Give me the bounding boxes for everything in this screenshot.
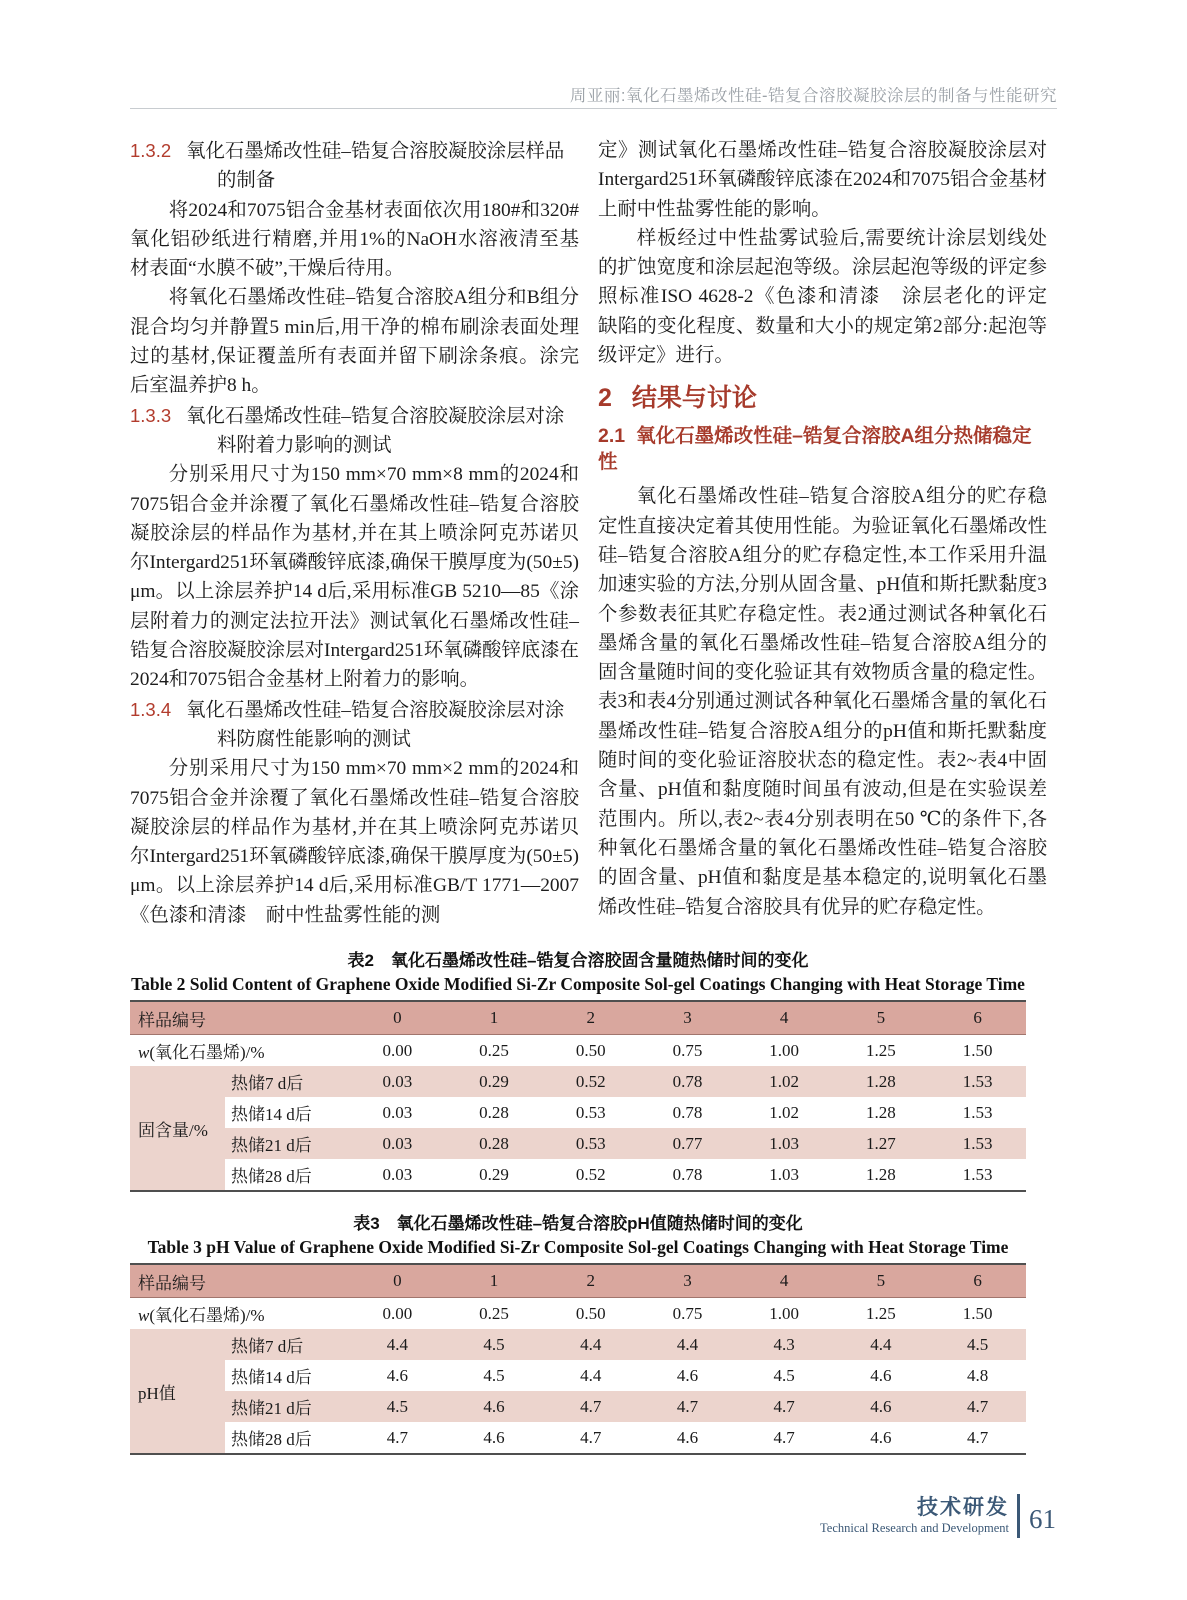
table-cell: 热储28 d后	[225, 1422, 349, 1454]
table-cell: 0.03	[349, 1097, 446, 1128]
table-cell: 4.7	[542, 1422, 639, 1454]
table-cell: 0.75	[672, 1040, 703, 1060]
table-cell: 1.03	[736, 1128, 833, 1159]
section-title: 氧化石墨烯改性硅–锆复合溶胶凝胶涂层对涂料防腐性能影响的测试	[186, 699, 565, 750]
table-cell: 4.6	[349, 1360, 446, 1391]
table-cell: 1.02	[736, 1097, 833, 1128]
table-cell: 1.53	[929, 1128, 1026, 1159]
table-cell: 4.5	[929, 1329, 1026, 1360]
table-cell: 4.7	[542, 1391, 639, 1422]
table-cell: 0.78	[639, 1066, 736, 1097]
table-solid-content	[130, 1000, 1026, 1192]
table-cell: 固含量/%	[130, 1066, 225, 1191]
section-number: 1.3.3	[130, 404, 172, 426]
table-cell: 4.6	[833, 1391, 930, 1422]
table-cell: 热储21 d后	[225, 1128, 349, 1159]
paragraph: 分别采用尺寸为150 mm×70 mm×2 mm的2024和7075铝合金并涂覆了氧化石墨烯改性硅–锆复合溶胶凝胶涂层的样品作为基材,并在其上喷涂阿克苏诺贝尔Intergard251环氧磷酸锌底漆,确保干膜厚度为(50±5) μm。以上涂层养护14 d后,采用标准GB/T 1771—2007《色漆和清漆 耐中性盐雾性能的测	[130, 758, 579, 926]
table-cell: 1.28	[833, 1159, 930, 1191]
table-cell: 1.00	[769, 1040, 800, 1060]
table-cell: 1.25	[865, 1040, 896, 1060]
section-heading-2	[598, 383, 1047, 413]
table-header-row	[130, 1001, 1026, 1035]
table-cell: 0.52	[542, 1159, 639, 1191]
paragraph: 将2024和7075铝合金基材表面依次用180#和320#氧化铝砂纸进行精磨,并用1%的NaOH水溶液清至基材表面“水膜不破”,干燥后待用。	[130, 199, 579, 280]
table-cell: 0.28	[446, 1097, 543, 1128]
table-cell: 0.25	[479, 1040, 509, 1060]
table-cell: 4.7	[639, 1391, 736, 1422]
table-cell: 0.78	[639, 1097, 736, 1128]
table-cell: 4.4	[833, 1329, 930, 1360]
footer-section-cn: 技术研发	[917, 1495, 1009, 1519]
table-cell: w(氧化石墨烯)/%	[138, 1306, 265, 1325]
section-number: 2	[598, 384, 612, 413]
table-cell: 1.50	[962, 1303, 993, 1323]
table-cell: 4.7	[349, 1422, 446, 1454]
table-cell: 1.02	[736, 1066, 833, 1097]
table-cell: 热储7 d后	[225, 1066, 349, 1097]
table-cell: 4.6	[639, 1422, 736, 1454]
table-cell: 4.5	[446, 1360, 543, 1391]
table-2-caption-en: Table 2 Solid Content of Graphene Oxide Modified Si-Zr Composite Sol-gel Coatings Changing with Heat Storage Time	[131, 974, 1025, 994]
header-rule	[130, 108, 1057, 109]
table-cell: 1	[446, 1264, 543, 1298]
table-cell: 4.7	[736, 1391, 833, 1422]
table-data-row	[130, 1159, 1026, 1191]
table-2-caption-cn: 表2 氧化石墨烯改性硅–锆复合溶胶固含量随热储时间的变化	[347, 951, 809, 970]
table-cell: 1	[446, 1001, 543, 1035]
table-cell: 4.8	[929, 1360, 1026, 1391]
section-heading-2-1	[598, 423, 1047, 475]
table-cell: 0.00	[382, 1040, 413, 1060]
section-heading-1-3-2	[130, 136, 579, 196]
paragraph: 氧化石墨烯改性硅–锆复合溶胶A组分的贮存稳定性直接决定着其使用性能。为验证氧化石墨烯改性硅–锆复合溶胶A组分的贮存稳定性,本工作采用升温加速实验的方法,分别从固含量、pH值和斯托默黏度3个参数表征其贮存稳定性。表2通过测试各种氧化石墨烯含量的氧化石墨烯改性硅–锆复合溶胶A组分的固含量随时间的变化验证其有效物质含量的稳定性。表3和表4分别通过测试各种氧化石墨烯含量的氧化石墨烯改性硅–锆复合溶胶A组分的pH值和斯托默黏度随时间的变化验证溶胶状态的稳定性。表2~表4中固含量、pH值和黏度随时间虽有波动,但是在实验误差范围内。所以,表2~表4分别表明在50 ℃的条件下,各种氧化石墨烯含量的氧化石墨烯改性硅–锆复合溶胶的固含量、pH值和黏度是基本稳定的,说明氧化石墨烯改性硅–锆复合溶胶具有优异的贮存稳定性。	[598, 486, 1047, 918]
table-cell: 样品编号	[130, 1001, 349, 1035]
table-cell: 0.03	[349, 1128, 446, 1159]
section-number: 1.3.2	[130, 140, 172, 161]
table-cell: 4.4	[639, 1329, 736, 1360]
table-2-block	[130, 946, 1026, 1192]
right-column	[598, 136, 1067, 922]
table-cell: 0.25	[479, 1303, 509, 1323]
page-number: 61	[1029, 1503, 1056, 1534]
table-cell: 4.3	[736, 1329, 833, 1360]
table-cell: pH值	[130, 1329, 225, 1454]
section-title: 结果与讨论	[631, 384, 757, 413]
table-w-row	[130, 1298, 1026, 1330]
table-cell: 0.52	[542, 1066, 639, 1097]
table-w-row	[130, 1035, 1026, 1067]
section-heading-1-3-3	[130, 401, 579, 461]
section-heading-1-3-4	[130, 695, 579, 755]
table-cell: 4.5	[349, 1391, 446, 1422]
table-cell: 0.53	[542, 1097, 639, 1128]
table-cell: 4.7	[929, 1422, 1026, 1454]
table-cell: w(氧化石墨烯)/%	[138, 1043, 265, 1062]
table-cell: 0.50	[575, 1303, 606, 1323]
table-data-row	[130, 1097, 1026, 1128]
table-data-row	[130, 1128, 1026, 1159]
tables-area	[130, 946, 1026, 1455]
section-number: 2.1	[598, 425, 626, 448]
table-cell: 2	[542, 1264, 639, 1298]
table-cell: 0.00	[382, 1303, 413, 1323]
table-cell: 1.53	[929, 1097, 1026, 1128]
table-cell: 4.5	[736, 1360, 833, 1391]
table-cell: 1.00	[769, 1303, 800, 1323]
table-cell: 1.27	[833, 1128, 930, 1159]
table-cell: 4.4	[349, 1329, 446, 1360]
table-cell: 热储28 d后	[225, 1159, 349, 1191]
table-cell: 4.6	[833, 1422, 930, 1454]
table-ph-value	[130, 1263, 1026, 1455]
table-data-row	[130, 1066, 1026, 1097]
table-cell: 0.77	[639, 1128, 736, 1159]
table-cell: 0.75	[672, 1303, 703, 1323]
table-cell: 1.53	[929, 1066, 1026, 1097]
table-cell: 4.7	[929, 1391, 1026, 1422]
table-cell: 0	[349, 1001, 446, 1035]
table-data-row	[130, 1329, 1026, 1360]
running-title: 周亚丽:氧化石墨烯改性硅-锆复合溶胶凝胶涂层的制备与性能研究	[569, 87, 1057, 105]
table-cell: 4.6	[446, 1422, 543, 1454]
left-column	[130, 136, 579, 930]
table-cell: 1.50	[962, 1040, 993, 1060]
paragraph: 分别采用尺寸为150 mm×70 mm×8 mm的2024和7075铝合金并涂覆了氧化石墨烯改性硅–锆复合溶胶凝胶涂层的样品作为基材,并在其上喷涂阿克苏诺贝尔Intergard251环氧磷酸锌底漆,确保干膜厚度为(50±5) μm。以上涂层养护14 d后,采用标准GB 5210—85《涂层附着力的测定法拉开法》测试氧化石墨烯改性硅–锆复合溶胶凝胶涂层对Intergard251环氧磷酸锌底漆在2024和7075铝合金基材上附着力的影响。	[130, 464, 579, 691]
table-cell: 0.28	[446, 1128, 543, 1159]
section-title: 氧化石墨烯改性硅–锆复合溶胶凝胶涂层样品的制备	[186, 141, 565, 192]
table-cell: 4.7	[736, 1422, 833, 1454]
table-cell: 3	[639, 1001, 736, 1035]
table-cell: 0.78	[639, 1159, 736, 1191]
page-footer	[820, 1494, 1056, 1538]
section-title: 氧化石墨烯改性硅–锆复合溶胶A组分热储稳定性	[598, 425, 1032, 474]
table-cell: 5	[833, 1264, 930, 1298]
section-title: 氧化石墨烯改性硅–锆复合溶胶凝胶涂层对涂料附着力影响的测试	[186, 405, 565, 456]
paragraph: 定》测试氧化石墨烯改性硅–锆复合溶胶凝胶涂层对Intergard251环氧磷酸锌底漆在2024和7075铝合金基材上耐中性盐雾性能的影响。	[598, 140, 1047, 220]
table-cell: 热储14 d后	[225, 1097, 349, 1128]
table-3-caption-en: Table 3 pH Value of Graphene Oxide Modified Si-Zr Composite Sol-gel Coatings Changing with Heat Storage Time	[147, 1237, 1009, 1257]
paragraph: 样板经过中性盐雾试验后,需要统计涂层划线处的扩蚀宽度和涂层起泡等级。涂层起泡等级的评定参照标准ISO 4628-2《色漆和清漆 涂层老化的评定 缺陷的变化程度、数量和大小的规定第2部分:起泡等级评定》进行。	[598, 227, 1067, 367]
table-cell: 0.03	[349, 1159, 446, 1191]
table-cell: 热储14 d后	[225, 1360, 349, 1391]
table-data-row	[130, 1391, 1026, 1422]
table-cell: 1.25	[865, 1303, 896, 1323]
table-cell: 4.4	[542, 1329, 639, 1360]
table-cell: 0.29	[446, 1066, 543, 1097]
footer-section-en: Technical Research and Development	[820, 1520, 1009, 1535]
table-cell: 4	[736, 1264, 833, 1298]
table-cell: 4.6	[833, 1360, 930, 1391]
table-header-row	[130, 1264, 1026, 1298]
table-cell: 3	[639, 1264, 736, 1298]
table-data-row	[130, 1422, 1026, 1454]
table-cell: 样品编号	[130, 1264, 349, 1298]
table-cell: 0.03	[349, 1066, 446, 1097]
table-cell: 1.53	[929, 1159, 1026, 1191]
table-3-caption-cn: 表3 氧化石墨烯改性硅–锆复合溶胶pH值随热储时间的变化	[353, 1214, 803, 1233]
table-cell: 0	[349, 1264, 446, 1298]
table-cell: 4.6	[639, 1360, 736, 1391]
table-cell: 热储7 d后	[225, 1329, 349, 1360]
table-cell: 1.28	[833, 1097, 930, 1128]
table-cell: 0.53	[542, 1128, 639, 1159]
footer-section-label	[820, 1497, 1009, 1536]
paragraph: 将氧化石墨烯改性硅–锆复合溶胶A组分和B组分混合均匀并静置5 min后,用干净的棉布刷涂表面处理过的基材,保证覆盖所有表面并留下刷涂条痕。涂完后室温养护8 h。	[130, 287, 579, 397]
table-cell: 4.5	[446, 1329, 543, 1360]
table-cell: 0.29	[446, 1159, 543, 1191]
table-cell: 1.28	[833, 1066, 930, 1097]
table-cell: 4.4	[542, 1360, 639, 1391]
table-cell: 0.50	[575, 1040, 606, 1060]
table-cell: 1.03	[736, 1159, 833, 1191]
table-cell: 6	[929, 1264, 1026, 1298]
table-cell: 4	[736, 1001, 833, 1035]
table-cell: 2	[542, 1001, 639, 1035]
table-data-row	[130, 1360, 1026, 1391]
table-cell: 4.6	[446, 1391, 543, 1422]
footer-divider	[1017, 1494, 1020, 1538]
table-cell: 6	[929, 1001, 1026, 1035]
table-cell: 5	[833, 1001, 930, 1035]
table-cell: 热储21 d后	[225, 1391, 349, 1422]
section-number: 1.3.4	[130, 698, 172, 720]
table-3-block	[130, 1209, 1026, 1455]
